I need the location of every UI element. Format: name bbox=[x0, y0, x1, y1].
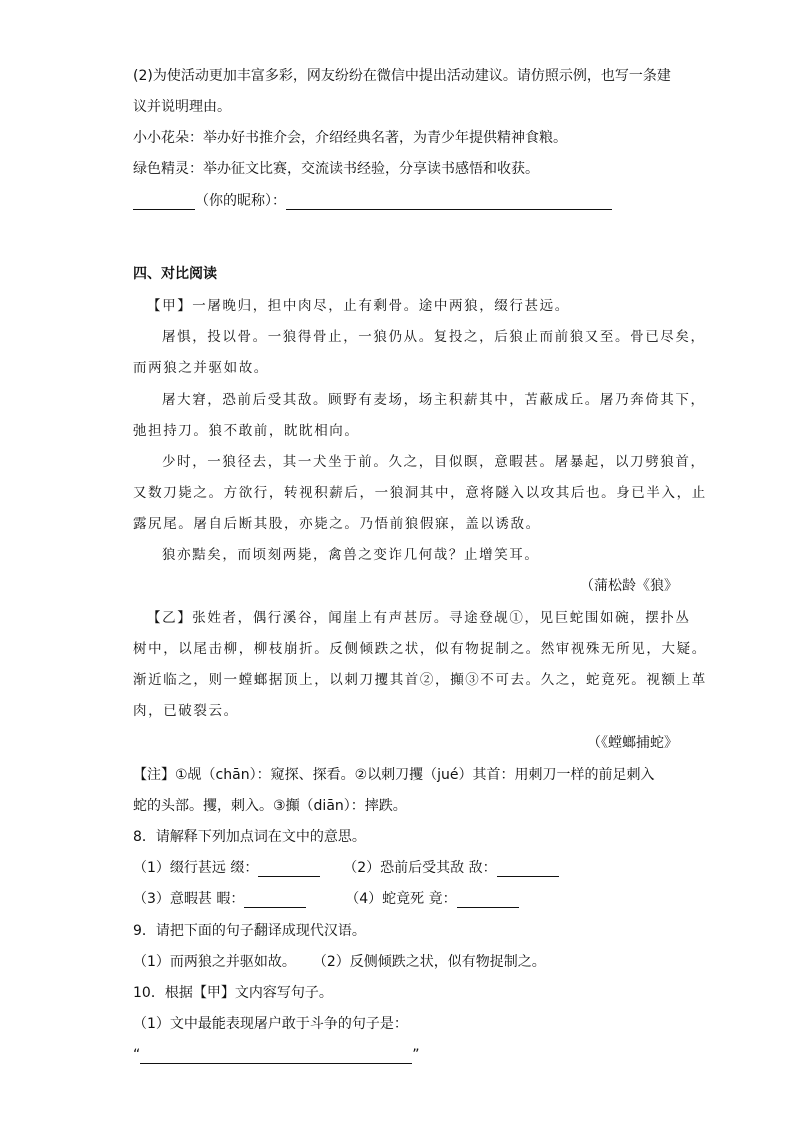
note-line-1: 【注】①觇（chān）：窥探、探看。②以刺刀攫（jué）其首：用刺刀一样的前足刺入 bbox=[133, 767, 655, 783]
q8-blank-2[interactable] bbox=[497, 862, 559, 877]
yi-source: （《螳螂捕蛇》 bbox=[587, 735, 678, 751]
q2-answer-row bbox=[133, 192, 612, 210]
q8-blank-4[interactable] bbox=[457, 893, 519, 908]
jia-line-1: 【甲】一屠晚归，担中肉尽，止有剩骨。途中两狼，缀行甚远。 bbox=[147, 298, 570, 314]
q10-answer-blank[interactable] bbox=[140, 1049, 412, 1064]
jia-line-8: 露尻尾。屠自后断其股，亦毙之。乃悟前狼假寐，盖以诱敌。 bbox=[133, 516, 541, 532]
yi-line-3: 渐近临之，则一螳螂据顶上，以刺刀攫其首②，攧③不可去。久之，蛇竟死。视额上革 bbox=[133, 672, 707, 688]
jia-line-3: 而两狼之并驱如故。 bbox=[133, 360, 269, 376]
section-heading: 四、对比阅读 bbox=[133, 266, 217, 282]
q9-stem: 9．请把下面的句子翻译成现代汉语。 bbox=[133, 923, 366, 939]
jia-line-9: 狼亦黠矣，而顷刻两毙，禽兽之变诈几何哉？止增笑耳。 bbox=[162, 547, 540, 563]
nickname-label: （你的昵称）： bbox=[195, 193, 286, 209]
nickname-blank[interactable] bbox=[133, 195, 195, 210]
q10-item-1: （1）文中最能表现屠户敢于斗争的句子是： bbox=[133, 1016, 408, 1032]
jia-line-6: 少时，一狼径去，其一犬坐于前。久之，目似瞑，意暇甚。屠暴起，以刀劈狼首， bbox=[162, 454, 706, 470]
q8-row-1 bbox=[133, 859, 559, 877]
q10-stem: 10．根据【甲】文内容写句子。 bbox=[133, 985, 333, 1001]
q8-blank-1[interactable] bbox=[258, 862, 320, 877]
note-line-2: 蛇的头部。攫，刺入。③攧（diān）：摔跌。 bbox=[133, 798, 407, 814]
close-quote: ” bbox=[412, 1047, 420, 1063]
q2-example-1: 小小花朵：举办好书推介会，介绍经典名著，为青少年提供精神食粮。 bbox=[133, 130, 567, 146]
q8-stem: 8．请解释下列加点词在文中的意思。 bbox=[133, 829, 366, 845]
yi-line-4: 肉，已破裂云。 bbox=[133, 703, 239, 719]
open-quote: “ bbox=[133, 1047, 141, 1063]
q8-item-1: （1）缀行甚远 缀： bbox=[133, 860, 259, 876]
q9-item-1: （1）而两狼之并驱如故。 bbox=[133, 954, 296, 970]
jia-line-5: 弛担持刀。狼不敢前，眈眈相向。 bbox=[133, 423, 360, 439]
q8-blank-3[interactable] bbox=[244, 893, 306, 908]
q8-item-2: （2）恐前后受其敌 敌： bbox=[343, 860, 497, 876]
jia-line-2: 屠惧，投以骨。一狼得骨止，一狼仍从。复投之，后狼止而前狼又至。骨已尽矣， bbox=[162, 329, 706, 345]
q8-item-4: （4）蛇竟死 竟： bbox=[345, 891, 457, 907]
q8-row-2 bbox=[133, 890, 519, 908]
yi-line-1: 【乙】张姓者，偶行溪谷，闻崖上有声甚厉。寻途登觇①，见巨蛇围如碗，摆扑丛 bbox=[147, 610, 691, 626]
q8-item-3: （3）意暇甚 暇： bbox=[133, 891, 245, 907]
q2-line-2: 议并说明理由。 bbox=[133, 99, 231, 115]
yi-line-2: 树中，以尾击柳，柳枝崩折。反侧倾跌之状，似有物捉制之。然审视殊无所见，大疑。 bbox=[133, 641, 707, 657]
q9-item-2: （2）反侧倾跌之状，似有物捉制之。 bbox=[312, 954, 546, 970]
q10-answer-row bbox=[133, 1046, 420, 1064]
q2-example-2: 绿色精灵：举办征文比赛，交流读书经验，分享读书感悟和收获。 bbox=[133, 161, 539, 177]
q2-line-1: (2)为使活动更加丰富多彩，网友纷纷在微信中提出活动建议。请仿照示例，也写一条建 bbox=[133, 68, 671, 84]
suggestion-blank[interactable] bbox=[286, 195, 612, 210]
jia-line-4: 屠大窘，恐前后受其敌。顾野有麦场，场主积薪其中，苫蔽成丘。屠乃奔倚其下， bbox=[162, 392, 706, 408]
jia-line-7: 又数刀毙之。方欲行，转视积薪后，一狼洞其中，意将隧入以攻其后也。身已半入，止 bbox=[133, 485, 707, 501]
jia-source: （蒲松龄《狼》 bbox=[580, 578, 678, 594]
q9-row bbox=[133, 953, 546, 971]
